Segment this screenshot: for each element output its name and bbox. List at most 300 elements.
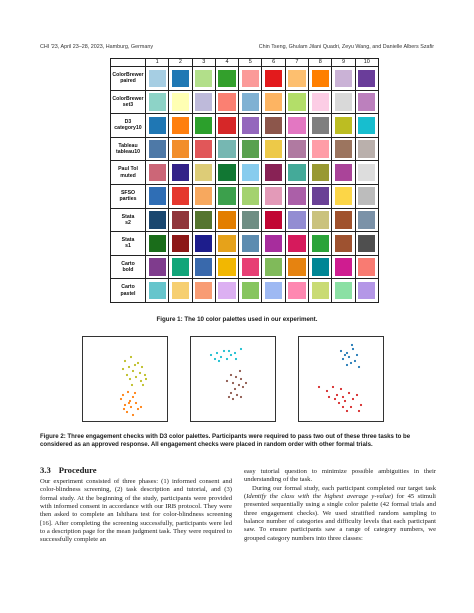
scatter-point: [318, 386, 320, 388]
palette-row: [111, 137, 379, 161]
scatter-point: [230, 354, 232, 356]
palette-row: [111, 184, 379, 208]
scatter-point: [214, 358, 216, 360]
palette-name-line: s1: [125, 243, 131, 250]
swatch-cell: [309, 232, 332, 256]
swatch-cell: [146, 255, 169, 279]
swatch-cell: [309, 255, 332, 279]
swatch-cell: [309, 184, 332, 208]
swatch-cell: [146, 161, 169, 185]
scatter-point: [350, 362, 352, 364]
scatter-point: [240, 396, 242, 398]
color-swatch: [218, 93, 235, 111]
color-swatch: [242, 211, 259, 229]
swatch-cell: [239, 114, 262, 138]
palette-name: [111, 90, 146, 114]
scatter-point: [124, 360, 126, 362]
palette-name-line: D3: [124, 119, 132, 126]
color-swatch: [335, 235, 352, 253]
scatter-point: [352, 398, 354, 400]
scatter-point: [210, 354, 212, 356]
color-swatch: [288, 93, 305, 111]
swatch-cell: [332, 184, 355, 208]
scatter-point: [238, 384, 240, 386]
color-swatch: [288, 164, 305, 182]
swatch-cell: [169, 232, 192, 256]
scatter-point: [342, 396, 344, 398]
swatch-cell: [332, 208, 355, 232]
scatter-point: [132, 396, 134, 398]
swatch-cell: [215, 232, 238, 256]
color-swatch: [242, 117, 259, 135]
color-swatch: [195, 140, 212, 158]
color-swatch: [242, 282, 259, 300]
swatch-cell: [332, 232, 355, 256]
color-swatch: [242, 93, 259, 111]
swatch-cell: [285, 67, 308, 91]
swatch-cell: [262, 161, 285, 185]
swatch-cell: [355, 161, 378, 185]
color-swatch: [312, 282, 329, 300]
color-swatch: [335, 117, 352, 135]
color-swatch: [265, 93, 282, 111]
color-swatch: [288, 70, 305, 88]
palette-row: [111, 279, 379, 303]
swatch-cell: [239, 161, 262, 185]
palette-name: [111, 184, 146, 208]
scatter-point: [126, 374, 128, 376]
color-swatch: [265, 187, 282, 205]
scatter-point: [235, 376, 237, 378]
swatch-cell: [215, 137, 238, 161]
scatter-point: [328, 396, 330, 398]
swatch-cell: [309, 90, 332, 114]
color-swatch: [172, 211, 189, 229]
color-swatch: [358, 235, 375, 253]
swatch-cell: [146, 137, 169, 161]
color-swatch: [149, 117, 166, 135]
scatter-point: [141, 366, 143, 368]
scatter-point: [232, 398, 234, 400]
scatter-point: [131, 384, 133, 386]
color-swatch: [242, 164, 259, 182]
swatch-cell: [146, 114, 169, 138]
swatch-cell: [192, 208, 215, 232]
swatch-cell: [285, 161, 308, 185]
swatch-cell: [239, 90, 262, 114]
swatch-cell: [332, 279, 355, 303]
right-paragraph-2-end: ) for 45 stimuli presented sequentially using a single color palette (42 formal trials and three engagement checks). We used stratified random sampling to balance number of categories and difficulty levels that each participant saw. To ensure participants saw a range of category numbers, we grouped category numbers into three classes:: [244, 493, 436, 542]
palette-name-line: ColorBrewer: [112, 72, 144, 79]
color-swatch: [218, 164, 235, 182]
swatch-cell: [309, 208, 332, 232]
palette-name: [111, 67, 146, 91]
swatch-cell: [309, 114, 332, 138]
color-swatch: [335, 140, 352, 158]
scatter-point: [140, 380, 142, 382]
color-swatch: [335, 93, 352, 111]
swatch-cell: [332, 255, 355, 279]
swatch-cell: [309, 137, 332, 161]
swatch-cell: [262, 90, 285, 114]
scatter-point: [220, 356, 222, 358]
color-swatch: [172, 164, 189, 182]
color-swatch: [265, 140, 282, 158]
swatch-cell: [146, 67, 169, 91]
scatter-point: [232, 382, 234, 384]
swatch-cell: [146, 90, 169, 114]
swatch-cell: [215, 90, 238, 114]
scatter-point: [346, 352, 348, 354]
section-number: 3.3: [40, 465, 51, 475]
swatch-cell: [355, 114, 378, 138]
scatter-point: [126, 411, 128, 413]
swatch-cell: [192, 184, 215, 208]
scatter-point: [129, 400, 131, 402]
column-header-10: 10: [355, 59, 378, 67]
scatter-point: [132, 370, 134, 372]
color-swatch: [358, 211, 375, 229]
scatter-point: [128, 402, 130, 404]
swatch-cell: [169, 90, 192, 114]
swatch-cell: [169, 114, 192, 138]
color-swatch: [288, 187, 305, 205]
scatter-point: [130, 356, 132, 358]
color-swatch: [242, 187, 259, 205]
color-swatch: [288, 211, 305, 229]
scatter-point: [230, 374, 232, 376]
header-authors: Chin Tseng, Ghulam Jilani Quadri, Zeyu Wang, and Danielle Albers Szafir: [258, 44, 434, 50]
palette-name-line: Carto: [121, 260, 135, 267]
swatch-cell: [355, 279, 378, 303]
swatch-cell: [355, 137, 378, 161]
color-swatch: [335, 187, 352, 205]
palette-name-line: set3: [122, 101, 134, 108]
column-header-6: 6: [262, 59, 285, 67]
color-swatch: [218, 140, 235, 158]
color-swatch: [195, 187, 212, 205]
swatch-cell: [262, 67, 285, 91]
scatter-point: [139, 372, 141, 374]
swatch-cell: [332, 114, 355, 138]
column-header-9: 9: [332, 59, 355, 67]
color-swatch: [195, 258, 212, 276]
palette-name-line: category10: [114, 125, 142, 132]
color-swatch: [288, 235, 305, 253]
left-paragraph: Our experiment consisted of three phases: (1) informed consent and color-blindness screening, (2) task description and tutorial, and (3) formal study. At the beginning of the study, participants were provided with informed consent in accordance with our IRB protocol. They were then asked to complete an Ishihara test for color-blindness screening [16]. After completing the screening successfully, participants were led to a description page for the mean judgment task. They were required to successfully complete an: [40, 478, 232, 544]
color-swatch: [312, 164, 329, 182]
running-header: [40, 44, 434, 54]
swatch-cell: [192, 137, 215, 161]
scatter-point: [135, 376, 137, 378]
palette-row: [111, 161, 379, 185]
palette-name-line: Tableau: [118, 142, 138, 149]
color-swatch: [242, 70, 259, 88]
palette-name-line: SFSO: [120, 190, 136, 197]
engagement-check-plot-1: [82, 336, 168, 422]
color-swatch: [242, 258, 259, 276]
scatter-point: [140, 406, 142, 408]
swatch-cell: [192, 232, 215, 256]
swatch-cell: [215, 208, 238, 232]
color-swatch: [265, 164, 282, 182]
scatter-point: [240, 348, 242, 350]
color-swatch: [265, 235, 282, 253]
palette-name: [111, 114, 146, 138]
scatter-point: [332, 386, 334, 388]
section-title: Procedure: [58, 465, 97, 475]
swatch-cell: [239, 184, 262, 208]
palette-name-line: muted: [120, 172, 136, 179]
color-swatch: [218, 211, 235, 229]
left-column-text: [40, 478, 232, 545]
scatter-point: [336, 394, 338, 396]
swatch-cell: [169, 279, 192, 303]
color-swatch: [335, 258, 352, 276]
swatch-cell: [355, 67, 378, 91]
color-swatch: [218, 258, 235, 276]
scatter-point: [123, 408, 125, 410]
scatter-point: [223, 350, 225, 352]
table-corner: [111, 59, 146, 67]
color-swatch: [149, 140, 166, 158]
figure2-caption: Figure 2: Three engagement checks with D3 color palettes. Participants were required to pass two out of these three tasks to be considered as an approved response. All engagement checks were placed in random order with other formal trials.: [40, 433, 411, 449]
scatter-point: [346, 410, 348, 412]
color-swatch: [335, 164, 352, 182]
figure1-caption: Figure 1: The 10 color palettes used in our experiment.: [156, 316, 318, 323]
color-swatch: [265, 117, 282, 135]
swatch-cell: [239, 67, 262, 91]
color-swatch: [312, 70, 329, 88]
swatch-cell: [309, 67, 332, 91]
swatch-cell: [285, 137, 308, 161]
swatch-cell: [355, 232, 378, 256]
palette-name-line: s2: [125, 219, 131, 226]
palette-name-line: ColorBrewer: [112, 95, 144, 102]
swatch-cell: [192, 67, 215, 91]
scatter-point: [352, 348, 354, 350]
scatter-point: [124, 404, 126, 406]
swatch-cell: [285, 279, 308, 303]
scatter-point: [351, 344, 353, 346]
scatter-point: [358, 366, 360, 368]
column-header-8: 8: [309, 59, 332, 67]
scatter-point: [228, 396, 230, 398]
swatch-cell: [262, 255, 285, 279]
scatter-point: [144, 374, 146, 376]
swatch-cell: [332, 137, 355, 161]
color-swatch: [312, 140, 329, 158]
color-swatch: [218, 282, 235, 300]
swatch-cell: [169, 208, 192, 232]
scatter-point: [234, 352, 236, 354]
palette-name-line: Stata: [121, 237, 135, 244]
swatch-cell: [262, 232, 285, 256]
swatch-cell: [309, 279, 332, 303]
scatter-point: [348, 392, 350, 394]
swatch-cell: [146, 184, 169, 208]
swatch-cell: [332, 67, 355, 91]
swatch-cell: [262, 137, 285, 161]
right-paragraph-2: [244, 485, 436, 543]
swatch-cell: [215, 255, 238, 279]
swatch-cell: [215, 114, 238, 138]
palette-name-line: pastel: [120, 290, 136, 297]
color-swatch: [195, 70, 212, 88]
color-swatch: [195, 117, 212, 135]
swatch-cell: [192, 255, 215, 279]
scatter-point: [130, 406, 132, 408]
color-swatch: [195, 164, 212, 182]
swatch-cell: [169, 184, 192, 208]
palette-name-line: Carto: [121, 284, 135, 291]
swatch-cell: [262, 114, 285, 138]
scatter-point: [228, 350, 230, 352]
color-swatch: [149, 70, 166, 88]
column-header-7: 7: [285, 59, 308, 67]
swatch-cell: [169, 161, 192, 185]
color-swatch: [172, 70, 189, 88]
color-swatch: [288, 117, 305, 135]
right-column-text: [244, 468, 436, 543]
palette-name-line: tableau10: [116, 149, 140, 156]
swatch-cell: [285, 232, 308, 256]
swatch-cell: [239, 137, 262, 161]
column-header-4: 4: [215, 59, 238, 67]
color-swatch: [265, 70, 282, 88]
palette-name-line: bold: [122, 267, 134, 274]
column-header-3: 3: [192, 59, 215, 67]
color-swatch: [149, 187, 166, 205]
scatter-point: [348, 356, 350, 358]
color-swatch: [358, 70, 375, 88]
palette-name: [111, 232, 146, 256]
swatch-cell: [239, 255, 262, 279]
right-paragraph-2-start: During our formal study, each participant completed our target task (: [244, 484, 436, 501]
color-swatch: [358, 164, 375, 182]
swatch-cell: [285, 184, 308, 208]
color-swatch: [358, 258, 375, 276]
task-description: Identify the class with the highest average y-value: [246, 493, 391, 501]
palette-name-line: Stata: [121, 213, 135, 220]
scatter-point: [239, 370, 241, 372]
scatter-point: [216, 352, 218, 354]
color-swatch: [172, 93, 189, 111]
palette-table-body: [111, 67, 379, 303]
scatter-point: [230, 392, 232, 394]
scatter-point: [235, 358, 237, 360]
color-swatch: [312, 117, 329, 135]
color-swatch: [358, 93, 375, 111]
swatch-cell: [355, 255, 378, 279]
column-header-1: 1: [146, 59, 169, 67]
engagement-check-plot-2: [190, 336, 276, 422]
scatter-point: [134, 392, 136, 394]
swatch-cell: [262, 208, 285, 232]
palette-row: [111, 67, 379, 91]
scatter-point: [342, 358, 344, 360]
palette-row: [111, 208, 379, 232]
color-swatch: [218, 235, 235, 253]
swatch-cell: [239, 232, 262, 256]
color-swatch: [172, 140, 189, 158]
swatch-cell: [146, 208, 169, 232]
scatter-plot-3: [299, 337, 383, 421]
palette-table: [110, 58, 379, 303]
palette-row: [111, 232, 379, 256]
swatch-cell: [192, 161, 215, 185]
swatch-cell: [192, 90, 215, 114]
palette-name-line: paired: [120, 78, 136, 85]
swatch-cell: [355, 184, 378, 208]
swatch-cell: [215, 161, 238, 185]
scatter-point: [128, 366, 130, 368]
swatch-cell: [332, 161, 355, 185]
scatter-point: [122, 394, 124, 396]
color-swatch: [195, 282, 212, 300]
color-swatch: [149, 164, 166, 182]
swatch-cell: [285, 114, 308, 138]
scatter-point: [344, 354, 346, 356]
scatter-point: [350, 406, 352, 408]
swatch-cell: [169, 137, 192, 161]
scatter-point: [120, 398, 122, 400]
swatch-cell: [146, 232, 169, 256]
color-swatch: [218, 117, 235, 135]
swatch-cell: [262, 279, 285, 303]
color-swatch: [265, 282, 282, 300]
swatch-cell: [332, 90, 355, 114]
palette-table-header: [111, 59, 379, 67]
color-swatch: [358, 117, 375, 135]
scatter-point: [356, 394, 358, 396]
scatter-point: [326, 390, 328, 392]
color-swatch: [312, 211, 329, 229]
palette-name: [111, 208, 146, 232]
swatch-cell: [262, 184, 285, 208]
color-swatch: [149, 93, 166, 111]
scatter-point: [137, 408, 139, 410]
scatter-point: [142, 384, 144, 386]
scatter-point: [137, 362, 139, 364]
palette-name: [111, 161, 146, 185]
scatter-point: [135, 402, 137, 404]
swatch-cell: [285, 255, 308, 279]
scatter-point: [354, 360, 356, 362]
scatter-point: [338, 402, 340, 404]
swatch-cell: [285, 90, 308, 114]
swatch-cell: [146, 279, 169, 303]
swatch-cell: [355, 208, 378, 232]
color-swatch: [358, 140, 375, 158]
scatter-point: [134, 364, 136, 366]
scatter-point: [346, 364, 348, 366]
swatch-cell: [169, 255, 192, 279]
engagement-check-plot-3: [298, 336, 384, 422]
swatch-cell: [239, 279, 262, 303]
scatter-point: [236, 394, 238, 396]
section-heading: [40, 465, 97, 475]
color-swatch: [195, 211, 212, 229]
swatch-cell: [192, 279, 215, 303]
color-swatch: [358, 187, 375, 205]
color-swatch: [358, 282, 375, 300]
scatter-point: [340, 388, 342, 390]
palette-name: [111, 255, 146, 279]
color-swatch: [265, 211, 282, 229]
color-swatch: [265, 258, 282, 276]
scatter-point: [342, 406, 344, 408]
